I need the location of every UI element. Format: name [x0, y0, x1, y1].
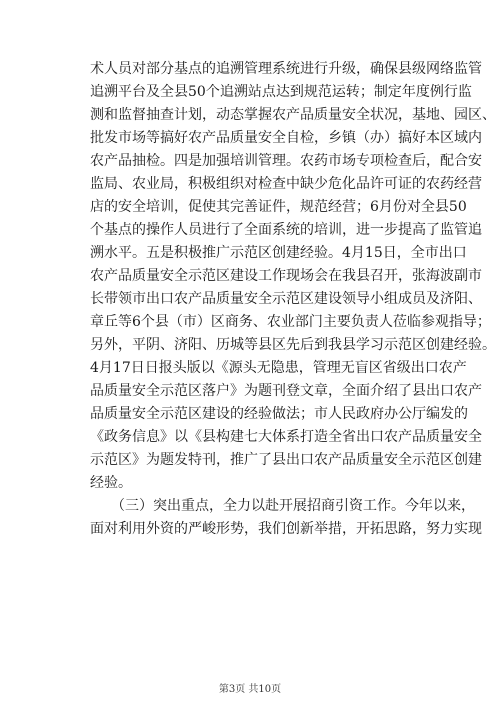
- text-line: 测和监督抽查计划，动态掌握农产品质量安全状况，基地、园区、: [90, 107, 496, 123]
- text-line: 长带领市出口农产品质量安全示范区建设领导小组成员及济阳、: [90, 291, 482, 307]
- text-line: 经验。: [90, 475, 132, 491]
- text-line: 另外，平阴、济阳、历城等县区先后到我县学习示范区创建经验。: [90, 337, 496, 353]
- text-line: 品质量安全示范区落户》为题刊登文章，全面介绍了县出口农产: [90, 383, 482, 399]
- text-line: 农产品抽检。四是加强培训管理。农药市场专项检查后，配合安: [90, 153, 482, 169]
- body-text: [90, 58, 496, 541]
- text-line: 批发市场等搞好农产品质量安全自检，乡镇（办）搞好本区域内: [90, 130, 482, 146]
- text-line: 《政务信息》以《县构建七大体系打造全省出口农产品质量安全: [90, 429, 482, 445]
- text-line: 溯水平。五是积极推广示范区创建经验。4月15日，全市出口: [90, 245, 467, 261]
- text-line: （三）突出重点，全力以赴开展招商引资工作。今年以来，: [90, 498, 475, 514]
- text-line: 店的安全培训，促使其完善证件，规范经营；6月份对全县50: [90, 199, 467, 215]
- text-line: 4月17日日报头版以《源头无隐患，管理无盲区省级出口农产: [90, 360, 467, 376]
- text-line: 示范区》为题发特刊，推广了县出口农产品质量安全示范区创建: [90, 452, 482, 468]
- text-line: 章丘等6个县（市）区商务、农业部门主要负责人莅临参观指导；: [90, 314, 491, 330]
- text-line: 面对利用外资的严峻形势，我们创新举措，开拓思路，努力实现: [90, 521, 482, 537]
- text-line: 个基点的操作人员进行了全面系统的培训，进一步提高了监管追: [90, 222, 482, 238]
- text-line: 农产品质量安全示范区建设工作现场会在我县召开，张海波副市: [90, 268, 482, 284]
- text-line: 术人员对部分基点的追溯管理系统进行升级，确保县级网络监管: [90, 61, 482, 77]
- text-line: 追溯平台及全县50个追溯站点达到规范运转；制定年度例行监: [90, 84, 472, 100]
- text-line: 监局、农业局，积极组织对检查中缺少危化品许可证的农药经营: [90, 176, 482, 192]
- text-line: 品质量安全示范区建设的经验做法；市人民政府办公厅编发的: [90, 406, 468, 422]
- page-number-footer: 第3页 共10页: [218, 684, 282, 695]
